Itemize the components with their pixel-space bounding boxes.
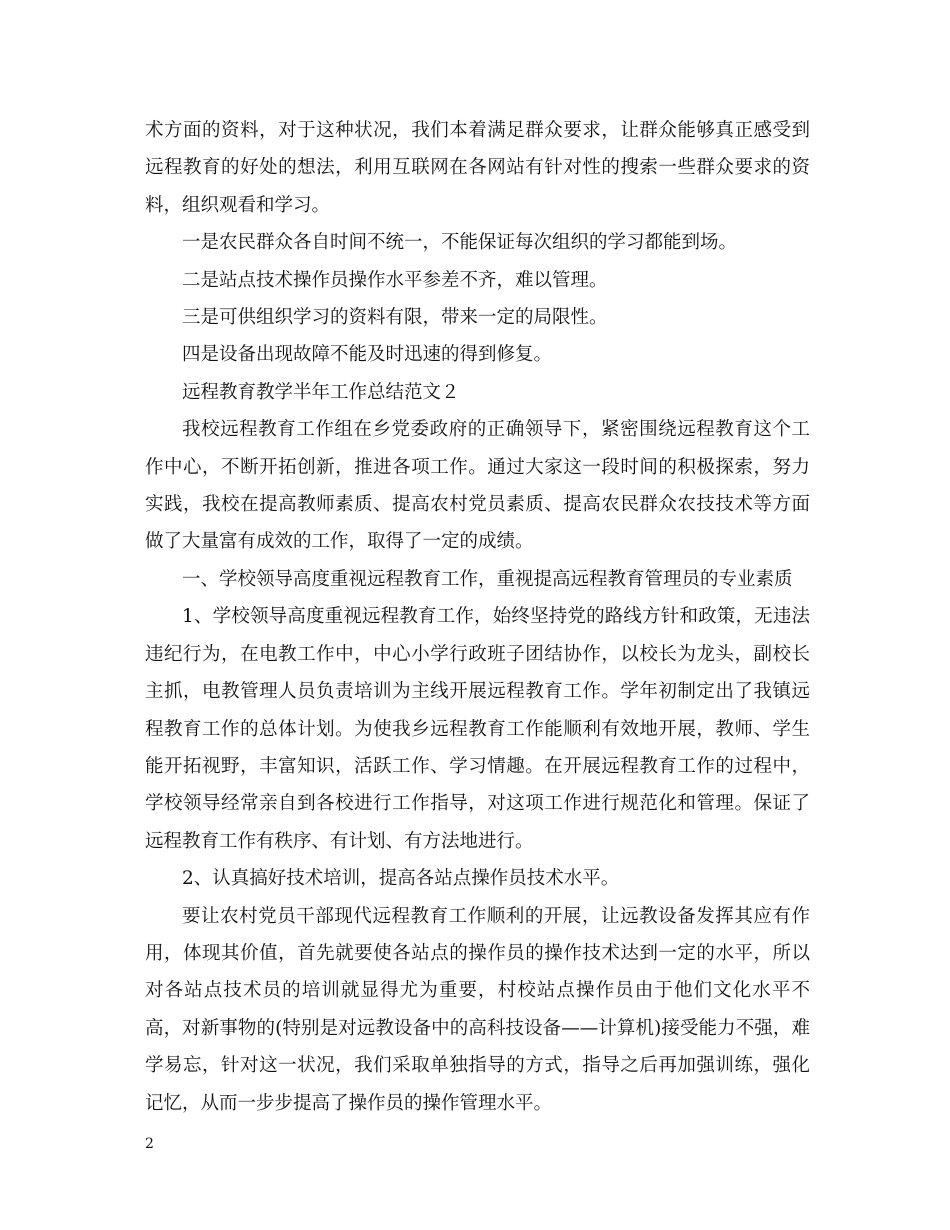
section-title: 远程教育教学半年工作总结范文２	[182, 381, 460, 403]
paragraph-7: 我校远程教育工作组在乡党委政府的正确领导下，紧密围绕远程教育这个工作中心，不断开拓创新，推进各项工作。通过大家这一段时间的积极探索，努力实践，我校在提高教师素质、提高农村党员素质、提高农民群众农技技术等方面做了大量富有成效的工作，取得了一定的成绩。	[145, 419, 810, 553]
paragraph-11: 要让农村党员干部现代远程教育工作顺利的开展，让远教设备发挥其应有作用，体现其价值，首先就要使各站点的操作员的操作技术达到一定的水平，所以对各站点技术员的培训就显得尤为重要，村校站点操作员由于他们文化水平不高，对新事物的(特别是对远教设备中的高科技设备——计算机)接受能力不强，难学易忘，针对这一状况，我们采取单独指导的方式，指导之后再加强训练，强化记忆，从而一步步提高了操作员的操作管理水平。	[145, 905, 810, 1114]
paragraph-2: 一是农民群众各自时间不统一，不能保证每次组织的学习都能到场。	[182, 232, 738, 254]
paragraph-5: 四是设备出现故障不能及时迅速的得到修复。	[182, 344, 553, 366]
paragraph-3: 二是站点技术操作员操作水平参差不齐，难以管理。	[182, 269, 608, 291]
page-number: 2	[145, 1136, 154, 1152]
paragraph-4: 三是可供组织学习的资料有限，带来一定的局限性。	[182, 307, 608, 329]
paragraph-1: 术方面的资料，对于这种状况，我们本着满足群众要求，让群众能够真正感受到远程教育的好处的想法，利用互联网在各网站有针对性的搜索一些群众要求的资料，组织观看和学习。	[145, 120, 810, 216]
paragraph-9: 1、学校领导高度重视远程教育工作，始终坚持党的路线方针和政策，无违法违纪行为，在电教工作中，中心小学行政班子团结协作，以校长为龙头，副校长主抓，电教管理人员负责培训为主线开展远程教育工作。学年初制定出了我镇远程教育工作的总体计划。为使我乡远程教育工作能顺利有效地开展，教师、学生能开拓视野，丰富知识，活跃工作、学习情趣。在开展远程教育工作的过程中，学校领导经常亲自到各校进行工作指导，对这项工作进行规范化和管理。保证了远程教育工作有秩序、有计划、有方法地进行。	[145, 606, 810, 852]
document-body	[145, 112, 810, 1122]
heading-one: 一、学校领导高度重视远程教育工作，重视提高远程教育管理员的专业素质	[182, 568, 793, 590]
heading-two: 2、认真搞好技术培训，提高各站点操作员技术水平。	[182, 868, 620, 890]
